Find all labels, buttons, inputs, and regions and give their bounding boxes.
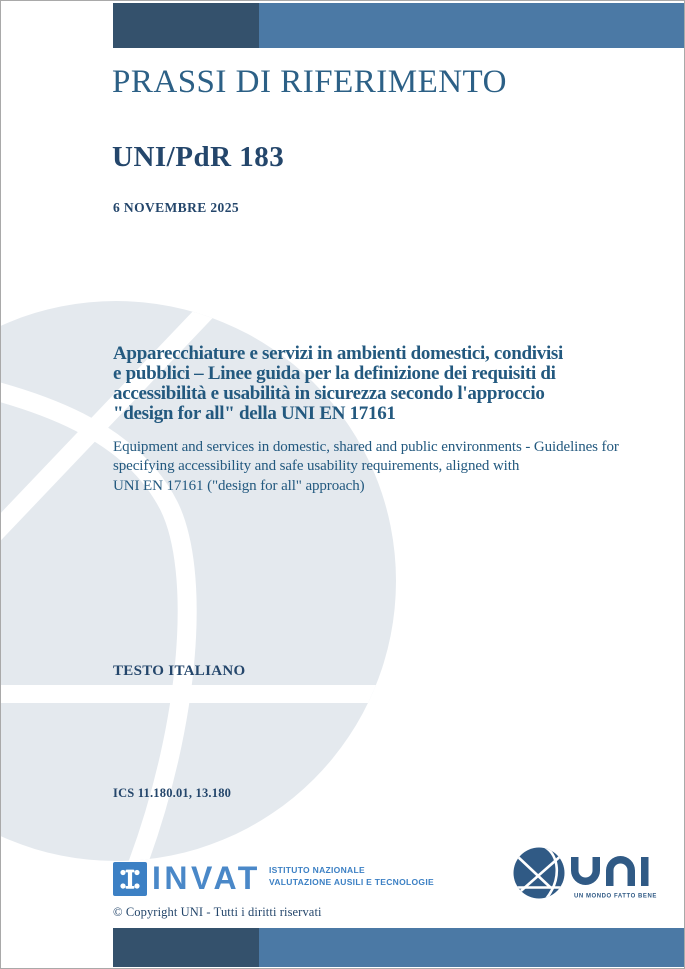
document-kind-label: PRASSI DI RIFERIMENTO (112, 64, 507, 100)
top-bar-light (259, 3, 684, 48)
invat-column-icon (113, 862, 147, 896)
document-code: UNI/PdR 183 (112, 141, 285, 173)
title-italian (113, 344, 563, 424)
title-italian-line: "design for all" della UNI EN 17161 (113, 403, 396, 424)
title-italian-line: accessibilità e usabilità in sicurezza secondo l'approccio (113, 383, 545, 404)
title-english-line: specifying accessibility and safe usability requirements, aligned with (113, 458, 520, 475)
title-english-line: UNI EN 17161 ("design for all" approach) (113, 477, 365, 494)
bottom-bar-dark (113, 928, 259, 967)
ics-codes: ICS 11.180.01, 13.180 (113, 786, 232, 800)
title-english-line: Equipment and services in domestic, shared and public environments - Guidelines for (113, 439, 619, 455)
title-italian-line: e pubblici – Linee guida per la definizione dei requisiti di (113, 363, 556, 384)
invat-subtitle-line: ISTITUTO NAZIONALE (269, 865, 365, 875)
title-english (113, 438, 619, 496)
top-bar-dark (113, 3, 259, 48)
title-italian-line: Apparecchiature e servizi in ambienti domestici, condivisi (113, 343, 564, 364)
invat-wordmark: INVAT (152, 860, 261, 896)
uni-wordmark (571, 856, 649, 886)
uni-logo (506, 841, 666, 909)
document-date: 6 NOVEMBRE 2025 (113, 200, 240, 215)
copyright-notice: © Copyright UNI - Tutti i diritti riservati (113, 905, 322, 919)
uni-tagline: UN MONDO FATTO BENE (574, 893, 657, 900)
invat-subtitle (269, 864, 434, 888)
uni-globe-icon (512, 847, 566, 899)
invat-subtitle-line: VALUTAZIONE AUSILI E TECNOLOGIE (269, 877, 434, 887)
bottom-bar-light (259, 928, 684, 967)
language-note: TESTO ITALIANO (113, 663, 246, 679)
